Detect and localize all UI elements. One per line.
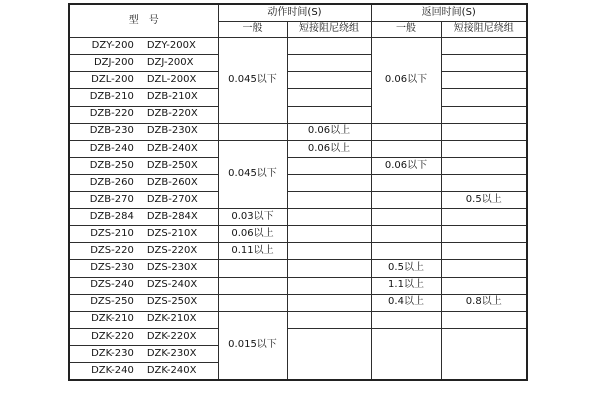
model-name-x: DZS-210X bbox=[146, 228, 198, 240]
action-general-cell: 0.045以下 bbox=[218, 140, 287, 208]
model-name: DZB-220 bbox=[89, 108, 134, 120]
model-cell bbox=[69, 89, 218, 106]
model-name: DZB-270 bbox=[89, 193, 134, 205]
table-row-dzb-260 bbox=[69, 174, 527, 191]
table-row-dzs-220 bbox=[69, 243, 527, 260]
model-name-x: DZY-200X bbox=[146, 39, 196, 51]
model-cell bbox=[69, 362, 218, 380]
model-name: DZK-220 bbox=[91, 330, 134, 342]
model-name-x: DZB-220X bbox=[146, 108, 198, 120]
model-cell bbox=[69, 294, 218, 311]
return-damping-cell-empty bbox=[441, 140, 527, 157]
model-name-x: DZS-250X bbox=[146, 296, 198, 308]
return-general-cell: 1.1以上 bbox=[371, 277, 441, 294]
model-name-x: DZS-220X bbox=[146, 245, 198, 257]
model-cell bbox=[69, 106, 218, 123]
action-damping-cell: 0.06以上 bbox=[287, 123, 371, 140]
action-general-cell: 0.06以上 bbox=[218, 226, 287, 243]
model-cell bbox=[69, 157, 218, 174]
action-general-cell: 0.045以下 bbox=[218, 38, 287, 123]
action-damping-cell-empty bbox=[287, 226, 371, 243]
model-name-x: DZB-230X bbox=[146, 125, 198, 137]
action-damping-cell-empty bbox=[287, 243, 371, 260]
header-model: 型 号 bbox=[69, 4, 218, 38]
model-name: DZS-230 bbox=[90, 262, 134, 274]
model-name-x: DZJ-200X bbox=[146, 57, 194, 69]
model-cell bbox=[69, 123, 218, 140]
table-row-dzs-210 bbox=[69, 226, 527, 243]
model-name: DZB-284 bbox=[89, 210, 134, 222]
model-name: DZL-200 bbox=[91, 74, 134, 86]
model-name: DZK-240 bbox=[91, 364, 134, 376]
return-general-cell-empty bbox=[371, 174, 441, 191]
header-return-time: 返回时间(S) bbox=[371, 4, 527, 21]
model-name-x: DZB-270X bbox=[146, 193, 198, 205]
action-general-cell-empty bbox=[218, 260, 287, 277]
return-general-cell-empty bbox=[371, 328, 441, 380]
return-damping-cell-empty bbox=[441, 243, 527, 260]
model-name-x: DZB-260X bbox=[146, 176, 198, 188]
model-cell bbox=[69, 311, 218, 328]
return-general-cell-empty bbox=[371, 311, 441, 328]
action-general-cell: 0.015以下 bbox=[218, 311, 287, 380]
return-damping-cell-empty bbox=[441, 311, 527, 328]
header-return-general: 一般 bbox=[371, 21, 441, 38]
table-row-dzk-210 bbox=[69, 311, 527, 328]
action-damping-cell-empty bbox=[287, 328, 371, 380]
table-row-dzb-230 bbox=[69, 123, 527, 140]
model-cell bbox=[69, 209, 218, 226]
return-general-cell-empty bbox=[371, 226, 441, 243]
table-row-dzj-200 bbox=[69, 55, 527, 72]
header-return-damping: 短接阻尼绕组 bbox=[441, 21, 527, 38]
model-cell bbox=[69, 260, 218, 277]
model-name: DZB-240 bbox=[89, 142, 134, 154]
table-body bbox=[69, 38, 527, 380]
model-cell bbox=[69, 72, 218, 89]
return-damping-cell-empty bbox=[441, 277, 527, 294]
return-general-cell: 0.5以上 bbox=[371, 260, 441, 277]
model-cell bbox=[69, 328, 218, 345]
model-name: DZS-250 bbox=[90, 296, 134, 308]
table-row-dzl-200 bbox=[69, 72, 527, 89]
action-damping-cell-empty bbox=[287, 72, 371, 89]
model-name: DZB-250 bbox=[89, 159, 134, 171]
table-row-dzs-230 bbox=[69, 260, 527, 277]
model-name-x: DZS-230X bbox=[146, 262, 198, 274]
return-damping-cell-empty bbox=[441, 226, 527, 243]
return-general-cell-empty bbox=[371, 192, 441, 209]
table-row-dzb-250 bbox=[69, 157, 527, 174]
action-damping-cell-empty bbox=[287, 38, 371, 55]
table-row-dzs-240 bbox=[69, 277, 527, 294]
model-name-x: DZB-210X bbox=[146, 91, 198, 103]
action-damping-cell-empty bbox=[287, 311, 371, 328]
header-action-general: 一般 bbox=[218, 21, 287, 38]
table-row-dzk-220 bbox=[69, 328, 527, 345]
model-cell bbox=[69, 345, 218, 362]
return-damping-cell-empty bbox=[441, 157, 527, 174]
model-name: DZB-230 bbox=[89, 125, 134, 137]
model-name: DZS-240 bbox=[90, 279, 134, 291]
model-name: DZJ-200 bbox=[93, 57, 134, 69]
table-row-dzs-250 bbox=[69, 294, 527, 311]
return-damping-cell-empty bbox=[441, 55, 527, 72]
action-damping-cell-empty bbox=[287, 174, 371, 191]
action-damping-cell-empty bbox=[287, 294, 371, 311]
model-name-x: DZB-284X bbox=[146, 210, 198, 222]
table-row-dzb-220 bbox=[69, 106, 527, 123]
model-name: DZY-200 bbox=[91, 39, 134, 51]
return-general-cell: 0.06以下 bbox=[371, 38, 441, 123]
return-general-cell-empty bbox=[371, 243, 441, 260]
return-damping-cell: 0.8以上 bbox=[441, 294, 527, 311]
return-general-cell: 0.4以上 bbox=[371, 294, 441, 311]
return-general-cell: 0.06以下 bbox=[371, 157, 441, 174]
model-cell bbox=[69, 38, 218, 55]
model-name: DZS-220 bbox=[90, 245, 134, 257]
model-name-x: DZB-240X bbox=[146, 142, 198, 154]
return-damping-cell-empty bbox=[441, 260, 527, 277]
model-name-x: DZB-250X bbox=[146, 159, 198, 171]
return-damping-cell-empty bbox=[441, 89, 527, 106]
table-row-dzb-210 bbox=[69, 89, 527, 106]
table-row-dzb-284 bbox=[69, 209, 527, 226]
action-general-cell-empty bbox=[218, 123, 287, 140]
header-action-time: 动作时间(S) bbox=[218, 4, 371, 21]
header-row-1 bbox=[69, 4, 527, 21]
model-name-x: DZL-200X bbox=[146, 74, 197, 86]
action-general-cell-empty bbox=[218, 277, 287, 294]
model-name-x: DZK-240X bbox=[146, 364, 197, 376]
model-cell bbox=[69, 140, 218, 157]
model-name-x: DZS-240X bbox=[146, 279, 198, 291]
model-name-x: DZK-210X bbox=[146, 313, 197, 325]
return-damping-cell-empty bbox=[441, 123, 527, 140]
relay-timing-table bbox=[68, 3, 528, 381]
table-header bbox=[69, 4, 527, 38]
header-action-damping: 短接阻尼绕组 bbox=[287, 21, 371, 38]
model-name-x: DZK-230X bbox=[146, 347, 197, 359]
model-cell bbox=[69, 243, 218, 260]
return-damping-cell-empty bbox=[441, 174, 527, 191]
model-name: DZK-230 bbox=[91, 347, 134, 359]
action-damping-cell: 0.06以上 bbox=[287, 140, 371, 157]
model-cell bbox=[69, 174, 218, 191]
return-damping-cell-empty bbox=[441, 106, 527, 123]
model-cell bbox=[69, 192, 218, 209]
action-damping-cell-empty bbox=[287, 209, 371, 226]
return-damping-cell-empty bbox=[441, 38, 527, 55]
return-general-cell-empty bbox=[371, 140, 441, 157]
table-row-dzy-200 bbox=[69, 38, 527, 55]
model-cell bbox=[69, 55, 218, 72]
action-general-cell-empty bbox=[218, 294, 287, 311]
return-damping-cell-empty bbox=[441, 72, 527, 89]
table-row-dzb-270 bbox=[69, 192, 527, 209]
table-row-dzb-240 bbox=[69, 140, 527, 157]
action-general-cell: 0.11以上 bbox=[218, 243, 287, 260]
return-damping-cell: 0.5以上 bbox=[441, 192, 527, 209]
action-damping-cell-empty bbox=[287, 260, 371, 277]
return-damping-cell-empty bbox=[441, 328, 527, 380]
action-damping-cell-empty bbox=[287, 277, 371, 294]
model-name: DZK-210 bbox=[91, 313, 134, 325]
action-damping-cell-empty bbox=[287, 106, 371, 123]
model-name-x: DZK-220X bbox=[146, 330, 197, 342]
action-general-cell: 0.03以下 bbox=[218, 209, 287, 226]
model-cell bbox=[69, 226, 218, 243]
action-damping-cell-empty bbox=[287, 89, 371, 106]
model-name: DZB-210 bbox=[89, 91, 134, 103]
model-cell bbox=[69, 277, 218, 294]
model-name: DZS-210 bbox=[90, 228, 134, 240]
return-damping-cell-empty bbox=[441, 209, 527, 226]
model-name: DZB-260 bbox=[89, 176, 134, 188]
return-general-cell-empty bbox=[371, 123, 441, 140]
action-damping-cell-empty bbox=[287, 192, 371, 209]
return-general-cell-empty bbox=[371, 209, 441, 226]
action-damping-cell-empty bbox=[287, 157, 371, 174]
action-damping-cell-empty bbox=[287, 55, 371, 72]
